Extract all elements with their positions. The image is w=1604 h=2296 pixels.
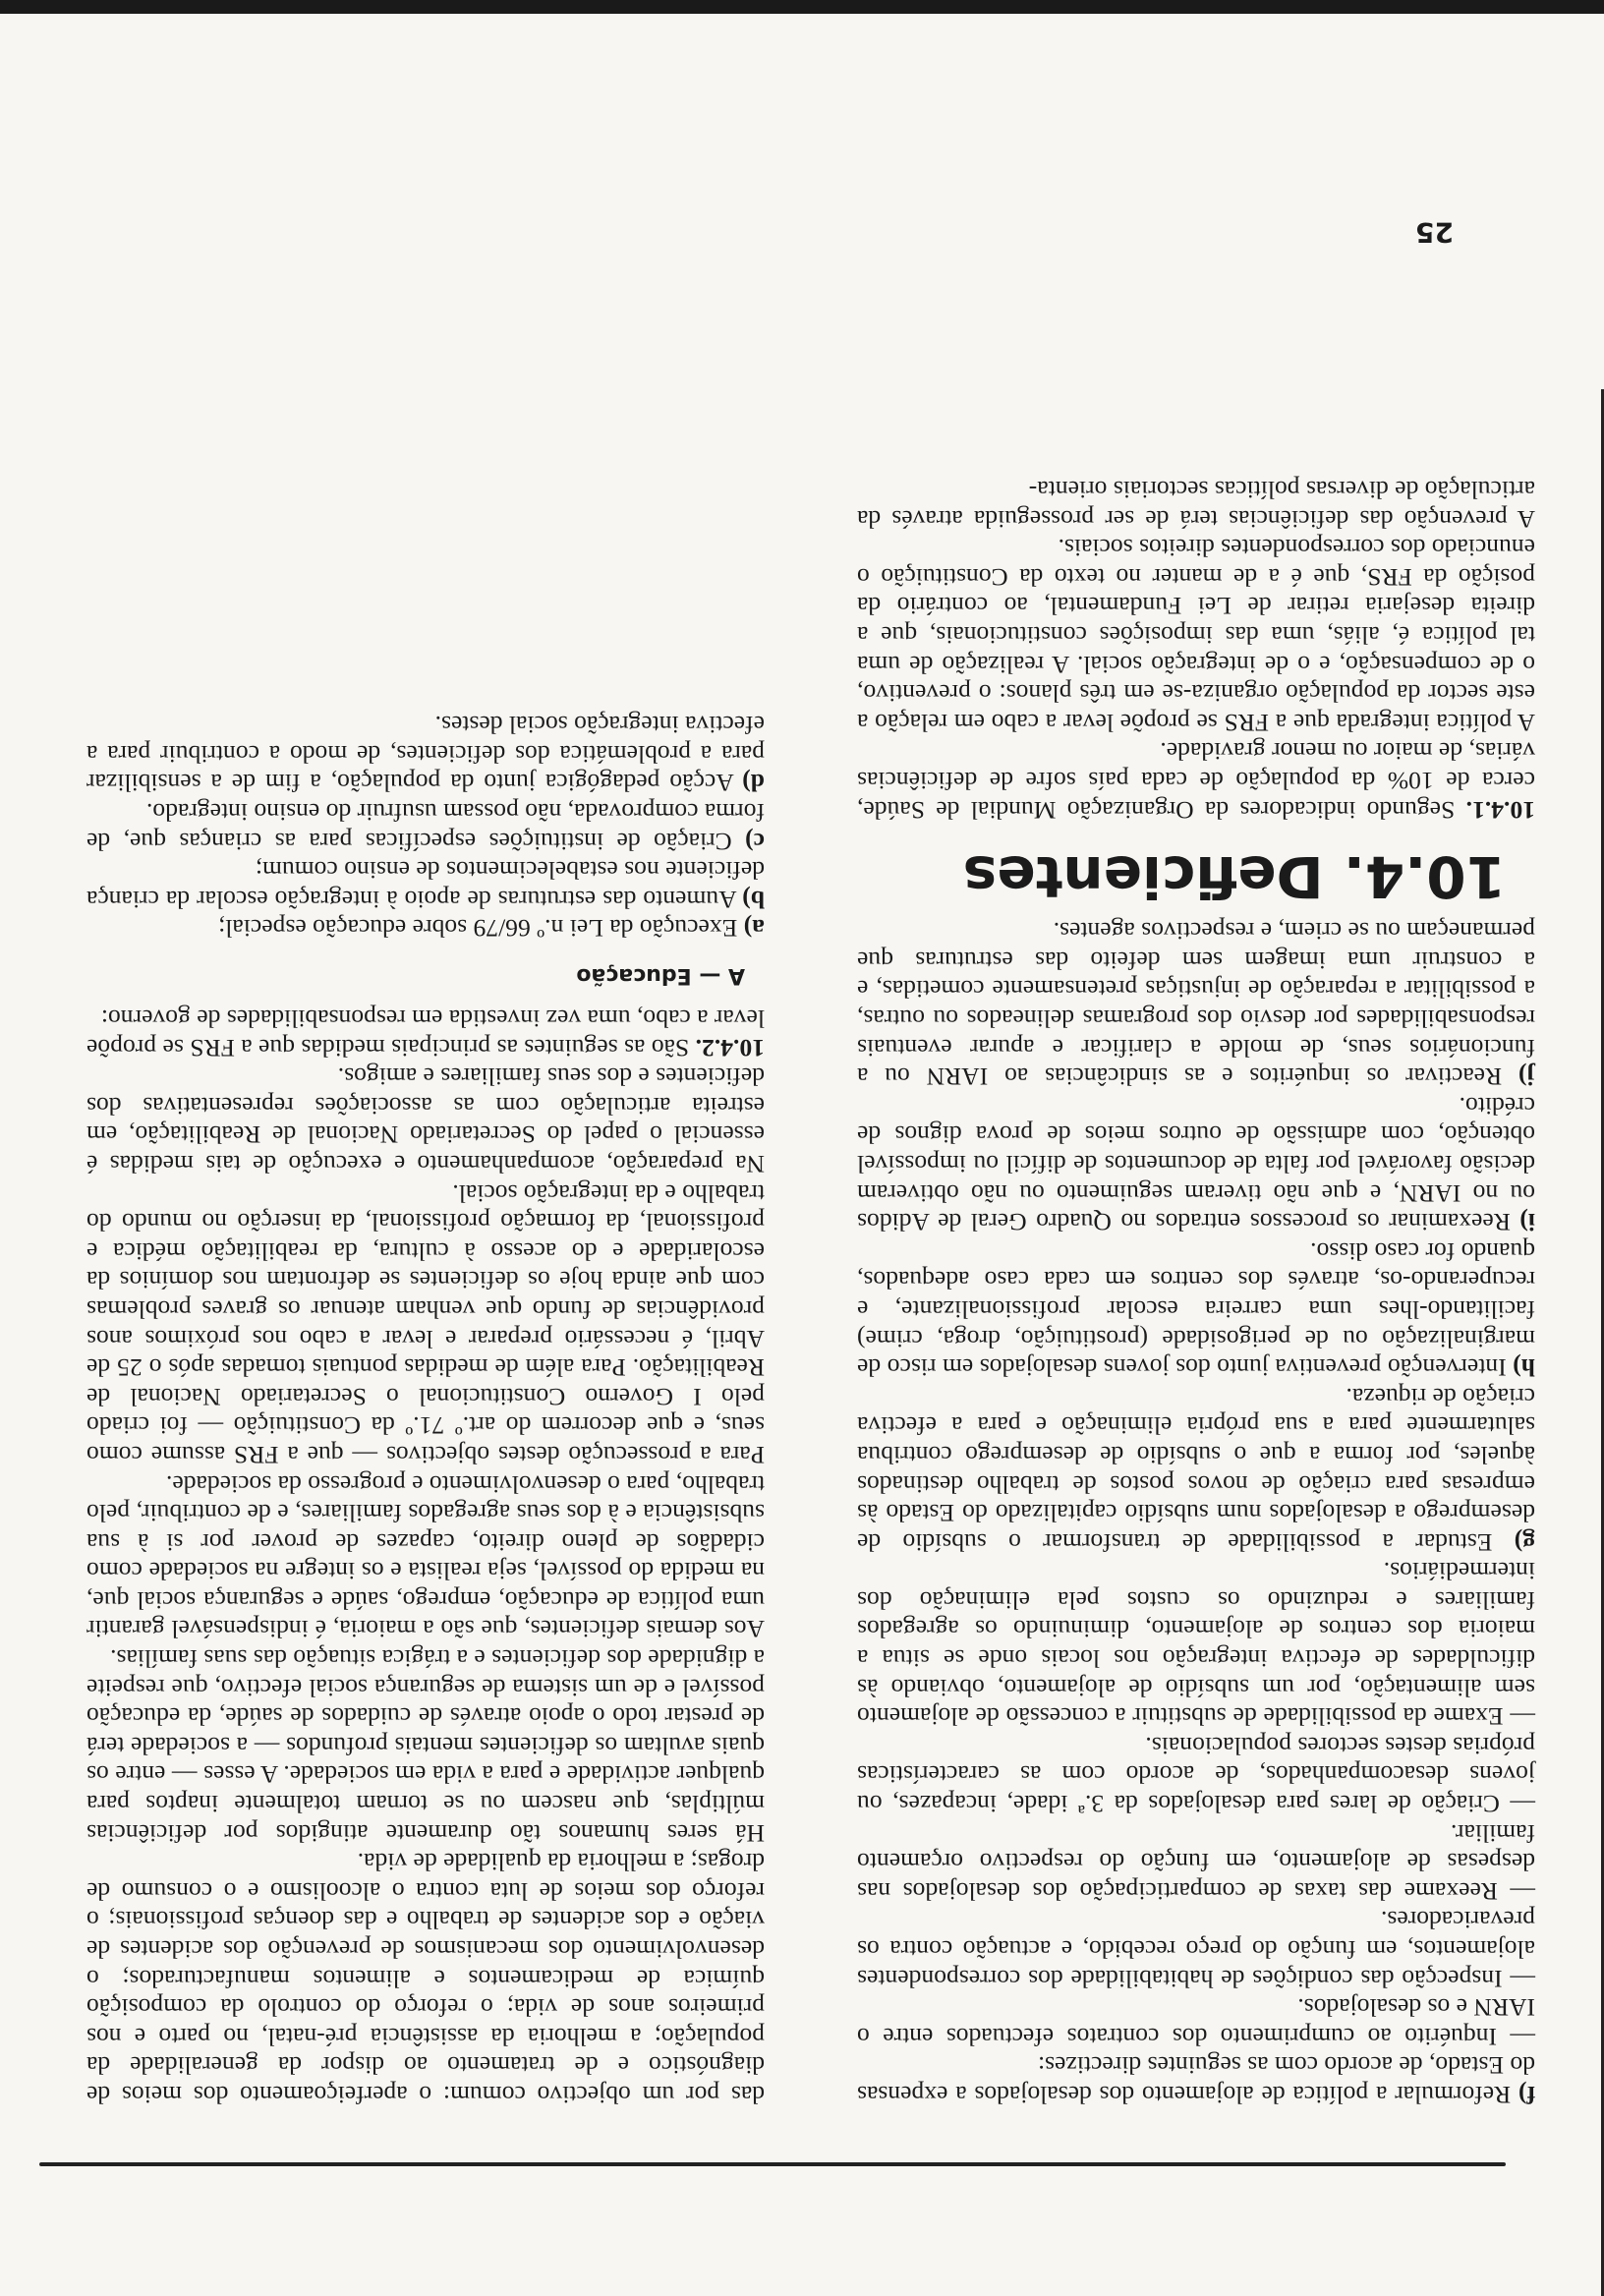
paragraph-text: — Exame da possibilidade de substituir a concessão de alojamento sem alimentação, por um subsídio de alojamento, obviando às dificuldades de efectiva integração nos locais onde se situa a maioria dos centros de alojamento, diminuindo os agregados familiares e reduzindo os custos pela eliminação dos intermediários. — [857, 1557, 1535, 1732]
paragraph — [857, 1557, 1535, 1732]
paragraph — [857, 737, 1535, 825]
item-marker: j) — [1518, 1062, 1535, 1092]
left-column — [857, 476, 1535, 2109]
paragraph — [857, 1731, 1535, 1818]
paragraph-text: — Criação de lares para desalojados da 3.ª idade, incapazes, ou jovens desacompanhados, de acordo com as características próprias destes sectores populacionais. — [857, 1731, 1535, 1819]
item-marker: a) — [743, 914, 765, 944]
paragraph-text: São as seguintes as principais medidas que a FRS se propõe levar a cabo, uma vez investida em responsabilidades de governo: — [86, 1004, 765, 1062]
paragraph — [857, 2051, 1535, 2109]
paragraph — [86, 711, 765, 798]
page-number: 25 — [1415, 216, 1454, 249]
item-marker: 10.4.2. — [695, 1033, 765, 1062]
paragraph — [857, 1382, 1535, 1557]
paragraph-text: Criação de instituições específicas para as crianças que, de forma comprovada, não possam usufruir do ensino integrado. — [86, 798, 765, 856]
paragraph — [86, 1848, 765, 2109]
paragraph-text: Execução da Lei n.º 66/79 sobre educação especial; — [218, 914, 744, 944]
item-marker: 10.4.1. — [1465, 795, 1535, 825]
paragraph — [857, 1091, 1535, 1236]
item-marker: h) — [1513, 1353, 1535, 1383]
subsection-heading: A — Educação — [576, 963, 745, 989]
paragraph — [857, 1818, 1535, 1906]
item-marker: b) — [742, 885, 765, 914]
paragraph — [86, 1469, 765, 1644]
paragraph-text: Para a prossecução destes objectivos — que a FRS assume como seus, e que decorrem do art.º 71.º da Constituição — foi criado pelo I Governo Constitucional o Secretariado Nacional de Reabilitação. Para além de medidas pontuais tomadas após o 25 de Abril, é necessário preparar e levar a cabo nos próximos anos providências de fundo que venham atenuar os graves problemas com que ainda hoje os deficientes se defrontam nos domínios da escolaridade e do acesso à cultura, da reabilitação médica e profissional, da formação profissional, da inserção no mundo do trabalho e da integração social. — [86, 1178, 765, 1469]
paragraph-text: — Reexame das taxas de comparticipação dos desalojados nas despesas de alojamento, em função do respectivo orçamento familiar. — [857, 1818, 1535, 1906]
paragraph-text: Há seres humanos tão duramente atingidos por deficiências múltiplas, que nascem ou se tornam totalmente inaptos para qualquer actividade e para a vida em sociedade. A esses — entre os quais avultam os deficientes mentais profundos — a sociedade terá de prestar todo o apoio através de cuidados de saúde, da educação possível e de um sistema de segurança social efectivo, que respeite a dignidade dos deficientes e a trágica situação das suas famílias. — [86, 1644, 765, 1848]
paragraph-text: Intervenção preventiva junto dos jovens desalojados em risco de marginalização ou de perigosidade (prostituição, droga, crime) facilitando-lhes uma carreira escolar profissionalizante, e recuperando-os, através dos centros em cada caso adequados, quando for caso disso. — [857, 1236, 1535, 1383]
item-marker: d) — [742, 769, 765, 798]
paragraph — [86, 1004, 765, 1062]
item-marker: c) — [745, 827, 765, 856]
top-rule — [39, 2162, 1506, 2166]
paragraph-text: Reactivar os inquéritos e as sindicâncias ao IARN ou a funcionários seus, de molde a clarificar e apurar eventuais responsabilidades por desvio dos programas delineados ou outras, a possibilitar a reparação de injustiças pretensamente cometidas, e a construir uma imagem sem defeito das estruturas que permaneçam ou se criem, e respectivos agentes. — [857, 917, 1535, 1092]
paragraph — [86, 1644, 765, 1848]
section-heading: 10.4. Deficientes — [962, 842, 1506, 910]
paragraph — [86, 914, 765, 944]
paragraph-text: Aumento das estruturas de apoio à integração escolar da criança deficiente nos estabelecimentos de ensino comum; — [86, 856, 765, 914]
paragraph — [857, 1993, 1535, 2051]
item-marker: i) — [1519, 1208, 1535, 1237]
paragraph-text: A política integrada que a FRS se propõe levar a cabo em relação a este sector da população organiza-se em três planos: o preventivo, o de compensação, e o de integração social. A realização de uma tal política é, aliás, uma das imposições constitucionais, que a direita desejaria retirar de Lei Fundamental, ao contrário da posição da FRS, que é a de manter no texto da Constituição o enunciado dos correspondentes direitos sociais. — [857, 534, 1535, 737]
paragraph-text: Aos demais deficientes, que são a maioria, é indispensável garantir uma política de educação, emprego, saúde e segurança social que, na medida do possível, seja realista e os integre na sociedade como cidadãos de pleno direito, capazes de prover por si à sua subsistência e à dos seus agregados familiares, e de contribuir, pelo trabalho, para o desenvolvimento e progresso da sociedade. — [86, 1469, 765, 1644]
paragraph-text: Reexaminar os processos entrados no Quadro Geral de Adidos ou no IARN, e que não tiveram seguimento ou não obtiveram decisão favorável por falta de documentos de difícil ou impossível obtenção, com admissão de outros meios de prova dignos de crédito. — [857, 1091, 1535, 1237]
paragraph-text: Reformular a política de alojamento dos desalojados a expensas do Estado, de acordo com as seguintes directizes: — [857, 2051, 1535, 2109]
paragraph — [86, 797, 765, 855]
item-marker: g) — [1514, 1527, 1535, 1557]
paragraph — [857, 534, 1535, 737]
paragraph-text: Estudar a possibilidade de transformar o subsídio de desemprego a desalojados num subsídio capitalizado do Estado às empresas para criação de novos postos de trabalho destinados àqueles, por forma a que o subsídio de desemprego contribua salutarmente para a sua própria eliminação e para a efectiva criação de riqueza. — [857, 1382, 1535, 1557]
paragraph — [86, 856, 765, 914]
bottom-rule — [0, 0, 1604, 14]
paragraph-text: — Inquérito ao cumprimento dos contratos efectuados entre o IARN e os desalojados. — [857, 1993, 1535, 2051]
paragraph — [857, 1906, 1535, 1993]
paragraph — [857, 1236, 1535, 1382]
paragraph-text: Acção pedagógica junto da população, a fim de a sensibilizar para a problemática dos deficientes, de modo a contribuir para a efectiva integração social destes. — [86, 711, 765, 798]
item-marker: f) — [1518, 2081, 1535, 2109]
paragraph-text: A prevenção das deficiências terá de ser prosseguida através da articulação de diversas políticas sectoriais orienta- — [857, 476, 1535, 534]
paragraph — [86, 1178, 765, 1469]
paragraph-text: das por um objectivo comum: o aperfeiçoamento dos meios de diagnóstico e de tratamento ao dispor da generalidade da população; a melhoria da assistência pré-natal, no parto e nos primeiros anos de vida; o reforço do controlo da composição química de medicamentos e alimentos manufacturados; o desenvolvimento dos mecanismos de prevenção dos acidentes de viação e dos acidentes de trabalho e das doenças profissionais; o reforço dos meios de luta contra o alcoolismo e o consumo de drogas; a melhoria da qualidade de vida. — [86, 1848, 765, 2109]
paragraph-text: Na preparação, acompanhamento e execução de tais medidas é essencial o papel do Secretariado Nacional de Reabilitação, em estreita articulação com as associações representativas dos deficientes e dos seus familiares e amigos. — [86, 1062, 765, 1178]
paragraph-text: Segundo indicadores da Organização Mundial de Saúde, cerca de 10% da população de cada país sofre de deficiências várias, de maior ou menor gravidade. — [857, 737, 1535, 825]
paragraph — [857, 476, 1535, 534]
paragraph — [86, 1062, 765, 1178]
paragraph — [857, 917, 1535, 1092]
right-column — [86, 711, 765, 2109]
paragraph-text: — Inspecção das condições de habitabilidade dos correspondentes alojamentos, em função do preço recebido, e actuação contra os prevaricadores. — [857, 1906, 1535, 1993]
